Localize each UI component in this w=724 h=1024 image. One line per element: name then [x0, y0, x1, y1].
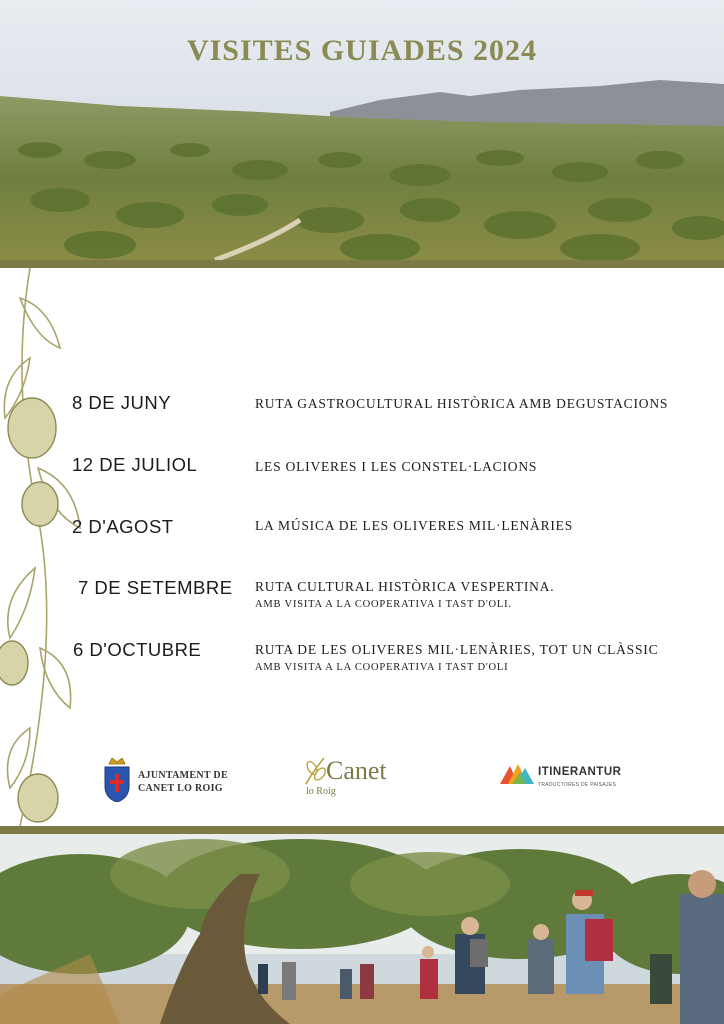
event-date: 7 DE SETEMBRE — [78, 577, 233, 598]
sponsor-logos — [0, 748, 724, 808]
ajuntament-line1: AJUNTAMENT DE — [138, 770, 228, 781]
event-description: LA MÚSICA DE LES OLIVERES MIL·LENÀRIES — [255, 518, 574, 533]
ajuntament-line2: CANET LO ROIG — [138, 783, 223, 794]
ajuntament-logo — [100, 758, 240, 802]
canet-sub: lo Roig — [306, 786, 336, 797]
olive-branch-decoration — [0, 268, 90, 826]
mountain-triangles-icon — [498, 762, 536, 786]
event-description: RUTA DE LES OLIVERES MIL·LENÀRIES, TOT UN CLÀSSIC — [255, 642, 659, 657]
itinerantur-word: ITINERANTUR — [538, 766, 622, 778]
page-title: VISITES GUIADES 2024 — [186, 34, 538, 67]
event-date: 6 D'OCTUBRE — [73, 639, 202, 660]
itinerantur-tagline: TRADUCTORES DE PAISAJES — [538, 782, 617, 788]
canet-logo — [300, 754, 410, 806]
schedule-section — [0, 268, 724, 826]
itinerantur-logo — [498, 762, 638, 802]
event-description: RUTA GASTROCULTURAL HISTÒRICA AMB DEGUSTACIONS — [255, 396, 669, 411]
event-subtitle: AMB VISITA A LA COOPERATIVA I TAST D'OLI — [255, 662, 509, 673]
hikers-photo — [0, 834, 724, 1024]
olive-sprig-icon — [302, 756, 328, 786]
event-date: 12 DE JULIOL — [72, 454, 198, 475]
canet-word: Canet — [326, 756, 387, 785]
top-divider-band — [0, 260, 724, 268]
event-description: LES OLIVERES I LES CONSTEL·LACIONS — [255, 459, 538, 474]
bottom-divider-band — [0, 826, 724, 834]
event-description: RUTA CULTURAL HISTÒRICA VESPERTINA. — [255, 579, 555, 594]
coat-of-arms-icon — [103, 758, 131, 802]
event-subtitle: AMB VISITA A LA COOPERATIVA I TAST D'OLI. — [255, 599, 512, 610]
event-date: 8 DE JUNY — [72, 392, 172, 413]
event-date: 2 D'AGOST — [72, 516, 174, 537]
